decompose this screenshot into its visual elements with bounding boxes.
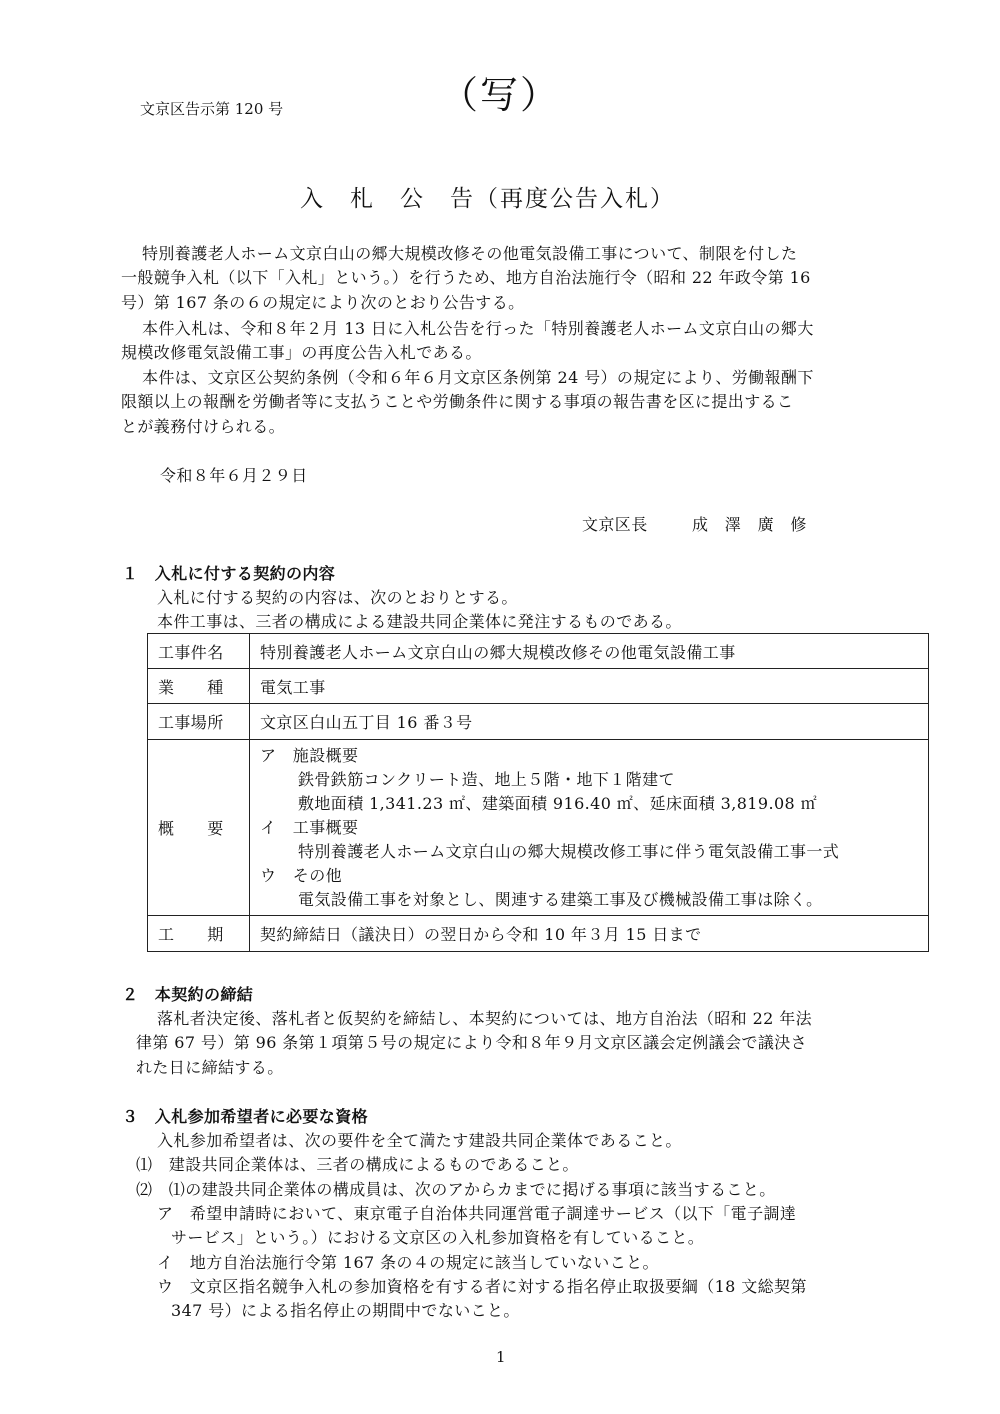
table-value: 文京区白山五丁目 16 番３号: [250, 704, 929, 740]
overview-detail: 敷地面積 1,341.23 ㎡、建築面積 916.40 ㎡、延床面積 3,819.08 ㎡: [298, 793, 818, 813]
table-key: 業 種: [148, 669, 250, 704]
section-2-line: れた日に締結する。: [136, 1058, 284, 1077]
section-3-subitem: ア 希望申請時において、東京電子自治体共同運営電子調達サービス（以下「電子調達: [157, 1204, 797, 1223]
table-row: [148, 704, 929, 740]
overview-heading: ア 施設概要: [260, 745, 359, 765]
table-row: [148, 916, 929, 952]
section-1-heading: １ 入札に付する契約の内容: [122, 564, 336, 583]
table-key: 工事場所: [148, 704, 250, 740]
section-2-line: 落札者決定後、落札者と仮契約を締結し、本契約については、地方自治法（昭和 22 年法: [157, 1009, 813, 1028]
overview-detail: 電気設備工事を対象とし、関連する建築工事及び機械設備工事は除く。: [298, 889, 823, 909]
section-1-line: 本件工事は、三者の構成による建設共同企業体に発注するものである。: [157, 612, 682, 631]
notice-number: 文京区告示第 120 号: [140, 100, 284, 118]
section-3-subitem: サービス」という。）における文京区の入札参加資格を有していること。: [171, 1228, 705, 1247]
signer-title: 文京区長: [582, 515, 648, 534]
overview-heading: ウ その他: [260, 865, 343, 885]
contract-table: [147, 633, 929, 952]
intro-line: 一般競争入札（以下「入札」という。）を行うため、地方自治法施行令（昭和 22 年政令第 16: [121, 268, 811, 287]
table-row: [148, 740, 929, 916]
intro-line: 本件入札は、令和８年２月 13 日に入札公告を行った「特別養護老人ホーム文京白山の郷大: [142, 319, 814, 338]
section-3-item: ⑴ 建設共同企業体は、三者の構成によるものであること。: [136, 1155, 579, 1174]
overview-cell: [250, 740, 929, 916]
notice-date: 令和８年６月２９日: [160, 466, 308, 485]
copy-mark: （写）: [440, 73, 561, 117]
section-3-subitem: イ 地方自治法施行令第 167 条の４の規定に該当していないこと。: [157, 1253, 659, 1272]
table-row: [148, 669, 929, 704]
document-title: 入 札 公 告（再度公告入札）: [300, 186, 675, 212]
signer-name: 成 澤 廣 修: [692, 515, 807, 534]
page-number: 1: [496, 1348, 506, 1366]
table-key: 工事件名: [148, 634, 250, 669]
table-value: 契約締結日（議決日）の翌日から令和 10 年３月 15 日まで: [250, 916, 929, 952]
intro-line: 特別養護老人ホーム文京白山の郷大規模改修その他電気設備工事について、制限を付した: [142, 244, 798, 263]
table-row: [148, 634, 929, 669]
section-3-heading: ３ 入札参加希望者に必要な資格: [122, 1107, 369, 1126]
section-1-line: 入札に付する契約の内容は、次のとおりとする。: [157, 588, 518, 607]
section-2-line: 律第 67 号）第 96 条第１項第５号の規定により令和８年９月文京区議会定例議会で議決さ: [136, 1033, 808, 1052]
intro-line: 規模改修電気設備工事」の再度公告入札である。: [121, 343, 482, 362]
section-3-line: 入札参加希望者は、次の要件を全て満たす建設共同企業体であること。: [157, 1131, 682, 1150]
overview-detail: 鉄骨鉄筋コンクリート造、地上５階・地下１階建て: [298, 769, 675, 789]
table-value: 電気工事: [250, 669, 929, 704]
section-3-item: ⑵ ⑴の建設共同企業体の構成員は、次のアからカまでに掲げる事項に該当すること。: [136, 1180, 776, 1199]
section-3-subitem: ウ 文京区指名競争入札の参加資格を有する者に対する指名停止取扱要綱（18 文総契第: [157, 1277, 807, 1296]
intro-line: 号）第 167 条の６の規定により次のとおり公告する。: [121, 293, 525, 312]
table-key: 概 要: [148, 740, 250, 916]
section-3-subitem: 347 号）による指名停止の期間中でないこと。: [171, 1301, 520, 1320]
intro-line: 限額以上の報酬を労働者等に支払うことや労働条件に関する事項の報告書を区に提出するこ: [121, 392, 794, 411]
overview-heading: イ 工事概要: [260, 817, 359, 837]
table-key: 工 期: [148, 916, 250, 952]
table-value: 特別養護老人ホーム文京白山の郷大規模改修その他電気設備工事: [250, 634, 929, 669]
section-2-heading: ２ 本契約の締結: [122, 985, 254, 1004]
intro-line: 本件は、文京区公契約条例（令和６年６月文京区条例第 24 号）の規定により、労働報酬下: [142, 368, 814, 387]
overview-detail: 特別養護老人ホーム文京白山の郷大規模改修工事に伴う電気設備工事一式: [298, 841, 840, 861]
intro-line: とが義務付けられる。: [121, 417, 286, 436]
